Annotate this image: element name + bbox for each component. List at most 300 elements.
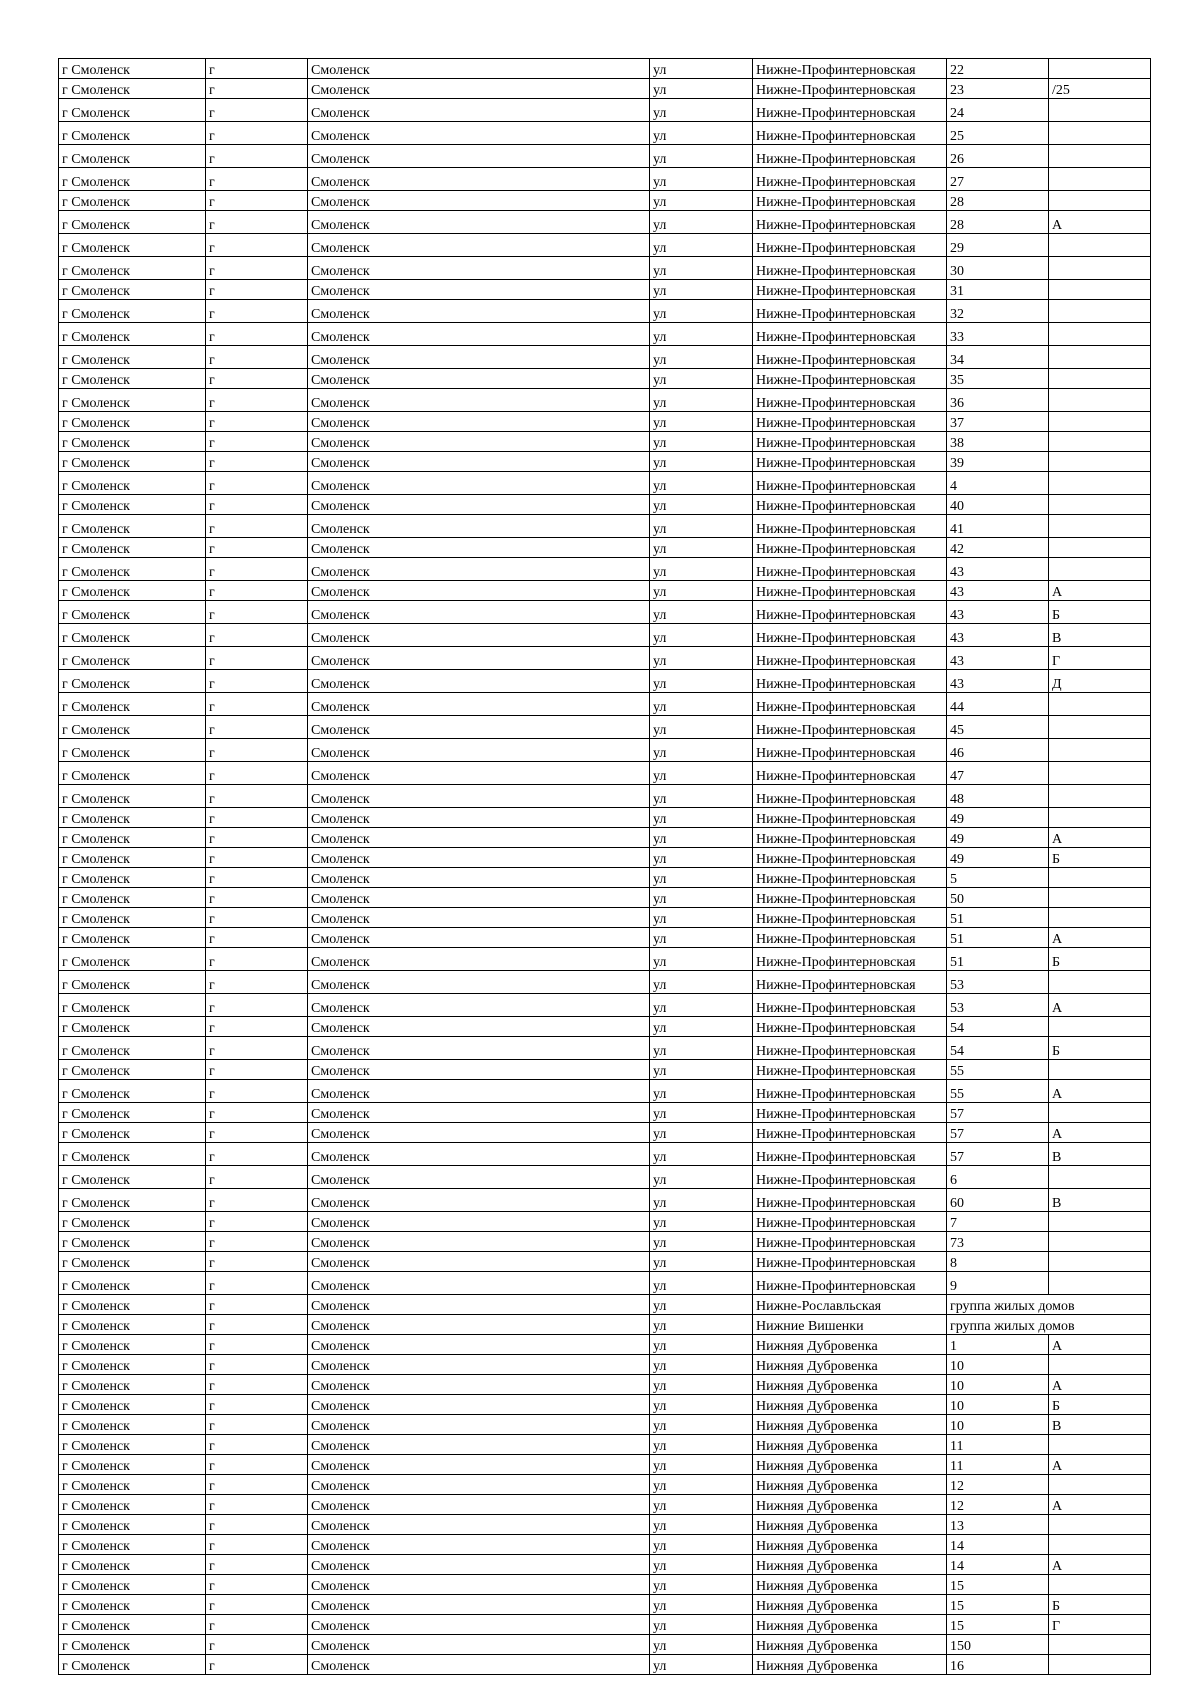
region-cell: г Смоленск [59,928,206,948]
locality-cell: Смоленск [308,1655,650,1675]
street-type-cell: ул [650,948,753,971]
street-cell: Нижне-Профинтерновская [753,412,947,432]
table-row [59,1252,1151,1272]
house-number-cell: 57 [947,1123,1049,1143]
street-cell: Нижне-Профинтерновская [753,122,947,145]
street-cell: Нижне-Профинтерновская [753,472,947,495]
table-row [59,145,1151,168]
street-type-cell: ул [650,369,753,389]
street-cell: Нижне-Профинтерновская [753,168,947,191]
street-type-cell: ул [650,234,753,257]
house-suffix-cell: А [1049,581,1151,601]
locality-type-cell: г [206,495,308,515]
region-cell: г Смоленск [59,323,206,346]
house-suffix-cell [1049,432,1151,452]
table-row [59,828,1151,848]
street-cell: Нижняя Дубровенка [753,1535,947,1555]
house-suffix-cell [1049,868,1151,888]
street-type-cell: ул [650,1166,753,1189]
house-suffix-cell: А [1049,1455,1151,1475]
locality-type-cell: г [206,994,308,1017]
house-number-cell: 26 [947,145,1049,168]
street-type-cell: ул [650,412,753,432]
locality-type-cell: г [206,1103,308,1123]
house-suffix-cell [1049,515,1151,538]
table-row [59,211,1151,234]
region-cell: г Смоленск [59,168,206,191]
locality-cell: Смоленск [308,1103,650,1123]
locality-cell: Смоленск [308,211,650,234]
street-cell: Нижняя Дубровенка [753,1335,947,1355]
street-type-cell: ул [650,1103,753,1123]
locality-cell: Смоленск [308,495,650,515]
locality-cell: Смоленск [308,1060,650,1080]
locality-cell: Смоленск [308,1037,650,1060]
region-cell: г Смоленск [59,211,206,234]
street-type-cell: ул [650,1315,753,1335]
street-cell: Нижне-Профинтерновская [753,1232,947,1252]
locality-cell: Смоленск [308,624,650,647]
house-number-cell: 54 [947,1037,1049,1060]
locality-type-cell: г [206,971,308,994]
house-suffix-cell [1049,1515,1151,1535]
house-suffix-cell [1049,191,1151,211]
house-number-cell: группа жилых домов [947,1295,1151,1315]
street-cell: Нижне-Профинтерновская [753,624,947,647]
table-row [59,1395,1151,1415]
table-row [59,346,1151,369]
region-cell: г Смоленск [59,647,206,670]
house-number-cell: 15 [947,1615,1049,1635]
house-number-cell: 6 [947,1166,1049,1189]
street-type-cell: ул [650,1272,753,1295]
table-row [59,1166,1151,1189]
region-cell: г Смоленск [59,1166,206,1189]
house-number-cell: 43 [947,601,1049,624]
table-row [59,948,1151,971]
region-cell: г Смоленск [59,1615,206,1635]
table-row [59,716,1151,739]
table-row [59,369,1151,389]
table-row [59,1123,1151,1143]
house-suffix-cell [1049,369,1151,389]
street-cell: Нижне-Профинтерновская [753,1103,947,1123]
house-number-cell: 55 [947,1060,1049,1080]
locality-type-cell: г [206,624,308,647]
street-type-cell: ул [650,1495,753,1515]
locality-cell: Смоленск [308,191,650,211]
house-suffix-cell [1049,971,1151,994]
region-cell: г Смоленск [59,1355,206,1375]
locality-cell: Смоленск [308,257,650,280]
house-number-cell: 22 [947,59,1049,79]
locality-type-cell: г [206,762,308,785]
region-cell: г Смоленск [59,558,206,581]
street-type-cell: ул [650,670,753,693]
street-cell: Нижне-Профинтерновская [753,346,947,369]
house-number-cell: 10 [947,1415,1049,1435]
street-type-cell: ул [650,928,753,948]
locality-cell: Смоленск [308,693,650,716]
street-cell: Нижняя Дубровенка [753,1435,947,1455]
street-type-cell: ул [650,888,753,908]
region-cell: г Смоленск [59,1475,206,1495]
street-type-cell: ул [650,1455,753,1475]
street-type-cell: ул [650,1415,753,1435]
house-number-cell: 43 [947,670,1049,693]
table-row [59,452,1151,472]
house-number-cell: 41 [947,515,1049,538]
street-cell: Нижне-Профинтерновская [753,1060,947,1080]
region-cell: г Смоленск [59,1080,206,1103]
house-number-cell: группа жилых домов [947,1315,1151,1335]
table-row [59,908,1151,928]
house-number-cell: 51 [947,928,1049,948]
street-type-cell: ул [650,581,753,601]
street-cell: Нижняя Дубровенка [753,1655,947,1675]
locality-cell: Смоленск [308,79,650,99]
region-cell: г Смоленск [59,234,206,257]
house-number-cell: 7 [947,1212,1049,1232]
house-suffix-cell [1049,908,1151,928]
locality-cell: Смоленск [308,716,650,739]
locality-type-cell: г [206,1037,308,1060]
locality-type-cell: г [206,558,308,581]
locality-cell: Смоленск [308,369,650,389]
region-cell: г Смоленск [59,59,206,79]
street-type-cell: ул [650,168,753,191]
table-row [59,739,1151,762]
street-cell: Нижняя Дубровенка [753,1495,947,1515]
locality-type-cell: г [206,234,308,257]
table-row [59,868,1151,888]
house-number-cell: 28 [947,191,1049,211]
street-cell: Нижне-Профинтерновская [753,257,947,280]
house-suffix-cell [1049,1212,1151,1232]
locality-type-cell: г [206,1017,308,1037]
locality-type-cell: г [206,1635,308,1655]
street-type-cell: ул [650,515,753,538]
street-cell: Нижне-Профинтерновская [753,581,947,601]
house-suffix-cell: В [1049,1415,1151,1435]
street-type-cell: ул [650,59,753,79]
street-type-cell: ул [650,280,753,300]
street-cell: Нижне-Профинтерновская [753,300,947,323]
table-row [59,257,1151,280]
locality-type-cell: г [206,1515,308,1535]
street-cell: Нижне-Профинтерновская [753,908,947,928]
table-row [59,1272,1151,1295]
locality-cell: Смоленск [308,300,650,323]
table-row [59,558,1151,581]
house-number-cell: 33 [947,323,1049,346]
table-row [59,1575,1151,1595]
locality-type-cell: г [206,432,308,452]
street-type-cell: ул [650,868,753,888]
street-cell: Нижне-Профинтерновская [753,647,947,670]
table-row [59,1455,1151,1475]
locality-type-cell: г [206,1595,308,1615]
house-suffix-cell [1049,472,1151,495]
table-row [59,848,1151,868]
street-cell: Нижняя Дубровенка [753,1555,947,1575]
house-number-cell: 42 [947,538,1049,558]
locality-type-cell: г [206,785,308,808]
locality-cell: Смоленск [308,1212,650,1232]
locality-cell: Смоленск [308,59,650,79]
locality-cell: Смоленск [308,168,650,191]
locality-type-cell: г [206,1166,308,1189]
table-row [59,624,1151,647]
house-number-cell: 43 [947,647,1049,670]
table-row [59,191,1151,211]
locality-cell: Смоленск [308,346,650,369]
street-cell: Нижне-Профинтерновская [753,808,947,828]
table-row [59,1375,1151,1395]
street-type-cell: ул [650,346,753,369]
region-cell: г Смоленск [59,1315,206,1335]
locality-type-cell: г [206,670,308,693]
house-suffix-cell: Б [1049,848,1151,868]
region-cell: г Смоленск [59,495,206,515]
house-number-cell: 55 [947,1080,1049,1103]
street-type-cell: ул [650,994,753,1017]
locality-cell: Смоленск [308,1475,650,1495]
street-cell: Нижне-Профинтерновская [753,1123,947,1143]
region-cell: г Смоленск [59,670,206,693]
street-type-cell: ул [650,693,753,716]
house-number-cell: 30 [947,257,1049,280]
locality-cell: Смоленск [308,234,650,257]
street-type-cell: ул [650,1655,753,1675]
region-cell: г Смоленск [59,99,206,122]
street-cell: Нижне-Профинтерновская [753,762,947,785]
street-type-cell: ул [650,1252,753,1272]
house-number-cell: 32 [947,300,1049,323]
house-suffix-cell [1049,1103,1151,1123]
house-suffix-cell [1049,716,1151,739]
table-row [59,1555,1151,1575]
house-number-cell: 5 [947,868,1049,888]
locality-type-cell: г [206,145,308,168]
locality-type-cell: г [206,1232,308,1252]
street-type-cell: ул [650,1395,753,1415]
house-number-cell: 27 [947,168,1049,191]
house-number-cell: 49 [947,828,1049,848]
locality-cell: Смоленск [308,1080,650,1103]
house-suffix-cell [1049,1355,1151,1375]
table-row [59,495,1151,515]
region-cell: г Смоленск [59,1515,206,1535]
street-cell: Нижне-Профинтерновская [753,739,947,762]
house-suffix-cell [1049,1635,1151,1655]
locality-type-cell: г [206,581,308,601]
locality-type-cell: г [206,1272,308,1295]
locality-type-cell: г [206,908,308,928]
street-type-cell: ул [650,1435,753,1455]
locality-cell: Смоленск [308,145,650,168]
locality-cell: Смоленск [308,1415,650,1435]
house-number-cell: 15 [947,1595,1049,1615]
street-cell: Нижне-Профинтерновская [753,191,947,211]
region-cell: г Смоленск [59,908,206,928]
street-type-cell: ул [650,1375,753,1395]
street-type-cell: ул [650,452,753,472]
street-type-cell: ул [650,1232,753,1252]
street-cell: Нижне-Профинтерновская [753,1252,947,1272]
house-suffix-cell: А [1049,1080,1151,1103]
locality-cell: Смоленск [308,1017,650,1037]
table-row [59,1143,1151,1166]
house-number-cell: 40 [947,495,1049,515]
locality-cell: Смоленск [308,1615,650,1635]
locality-type-cell: г [206,1252,308,1272]
street-type-cell: ул [650,1037,753,1060]
locality-cell: Смоленск [308,122,650,145]
street-cell: Нижне-Профинтерновская [753,558,947,581]
table-row [59,994,1151,1017]
street-cell: Нижне-Профинтерновская [753,670,947,693]
region-cell: г Смоленск [59,191,206,211]
street-type-cell: ул [650,1295,753,1315]
house-number-cell: 12 [947,1495,1049,1515]
house-suffix-cell [1049,412,1151,432]
street-cell: Нижне-Профинтерновская [753,79,947,99]
table-row [59,79,1151,99]
region-cell: г Смоленск [59,538,206,558]
house-suffix-cell [1049,762,1151,785]
locality-cell: Смоленск [308,1232,650,1252]
house-number-cell: 73 [947,1232,1049,1252]
table-row [59,234,1151,257]
region-cell: г Смоленск [59,1295,206,1315]
street-cell: Нижне-Профинтерновская [753,601,947,624]
house-suffix-cell: Б [1049,1595,1151,1615]
region-cell: г Смоленск [59,739,206,762]
house-suffix-cell [1049,168,1151,191]
locality-type-cell: г [206,122,308,145]
region-cell: г Смоленск [59,581,206,601]
house-number-cell: 39 [947,452,1049,472]
street-cell: Нижне-Профинтерновская [753,868,947,888]
region-cell: г Смоленск [59,1555,206,1575]
locality-type-cell: г [206,412,308,432]
house-suffix-cell: А [1049,994,1151,1017]
street-cell: Нижняя Дубровенка [753,1395,947,1415]
street-type-cell: ул [650,1535,753,1555]
street-cell: Нижне-Профинтерновская [753,1037,947,1060]
house-number-cell: 15 [947,1575,1049,1595]
table-row [59,1495,1151,1515]
street-type-cell: ул [650,99,753,122]
street-cell: Нижне-Профинтерновская [753,948,947,971]
table-row [59,1615,1151,1635]
street-type-cell: ул [650,1555,753,1575]
street-cell: Нижне-Профинтерновская [753,495,947,515]
locality-cell: Смоленск [308,472,650,495]
street-cell: Нижне-Профинтерновская [753,1143,947,1166]
region-cell: г Смоленск [59,828,206,848]
locality-cell: Смоленск [308,1515,650,1535]
house-number-cell: 35 [947,369,1049,389]
locality-type-cell: г [206,1123,308,1143]
region-cell: г Смоленск [59,1575,206,1595]
house-number-cell: 11 [947,1435,1049,1455]
locality-cell: Смоленск [308,868,650,888]
region-cell: г Смоленск [59,716,206,739]
locality-type-cell: г [206,1189,308,1212]
house-number-cell: 25 [947,122,1049,145]
locality-cell: Смоленск [308,1555,650,1575]
street-cell: Нижняя Дубровенка [753,1355,947,1375]
street-cell: Нижне-Профинтерновская [753,452,947,472]
street-type-cell: ул [650,716,753,739]
street-type-cell: ул [650,389,753,412]
house-suffix-cell: А [1049,1555,1151,1575]
house-number-cell: 49 [947,808,1049,828]
street-cell: Нижне-Профинтерновская [753,1080,947,1103]
street-type-cell: ул [650,472,753,495]
street-type-cell: ул [650,908,753,928]
house-number-cell: 54 [947,1017,1049,1037]
house-suffix-cell: Г [1049,1615,1151,1635]
locality-cell: Смоленск [308,1272,650,1295]
street-cell: Нижне-Рославльская [753,1295,947,1315]
house-number-cell: 57 [947,1143,1049,1166]
locality-type-cell: г [206,1395,308,1415]
locality-type-cell: г [206,647,308,670]
house-suffix-cell [1049,300,1151,323]
house-number-cell: 4 [947,472,1049,495]
locality-type-cell: г [206,1575,308,1595]
street-type-cell: ул [650,323,753,346]
house-suffix-cell: Б [1049,948,1151,971]
locality-type-cell: г [206,1315,308,1335]
region-cell: г Смоленск [59,1017,206,1037]
street-cell: Нижне-Профинтерновская [753,369,947,389]
street-type-cell: ул [650,495,753,515]
street-cell: Нижне-Профинтерновская [753,432,947,452]
locality-cell: Смоленск [308,389,650,412]
region-cell: г Смоленск [59,848,206,868]
table-row [59,1355,1151,1375]
street-cell: Нижне-Профинтерновская [753,1166,947,1189]
region-cell: г Смоленск [59,1455,206,1475]
street-type-cell: ул [650,785,753,808]
locality-cell: Смоленск [308,432,650,452]
house-suffix-cell: Б [1049,1037,1151,1060]
region-cell: г Смоленск [59,994,206,1017]
locality-type-cell: г [206,211,308,234]
street-cell: Нижне-Профинтерновская [753,280,947,300]
table-row [59,1103,1151,1123]
house-suffix-cell: Б [1049,1395,1151,1415]
locality-cell: Смоленск [308,558,650,581]
house-number-cell: 10 [947,1395,1049,1415]
region-cell: г Смоленск [59,1212,206,1232]
street-type-cell: ул [650,1335,753,1355]
table-row [59,1017,1151,1037]
locality-type-cell: г [206,472,308,495]
locality-type-cell: г [206,1615,308,1635]
locality-cell: Смоленск [308,1355,650,1375]
house-suffix-cell [1049,1435,1151,1455]
street-type-cell: ул [650,1595,753,1615]
house-suffix-cell [1049,888,1151,908]
locality-type-cell: г [206,1535,308,1555]
street-cell: Нижне-Профинтерновская [753,234,947,257]
house-suffix-cell [1049,785,1151,808]
